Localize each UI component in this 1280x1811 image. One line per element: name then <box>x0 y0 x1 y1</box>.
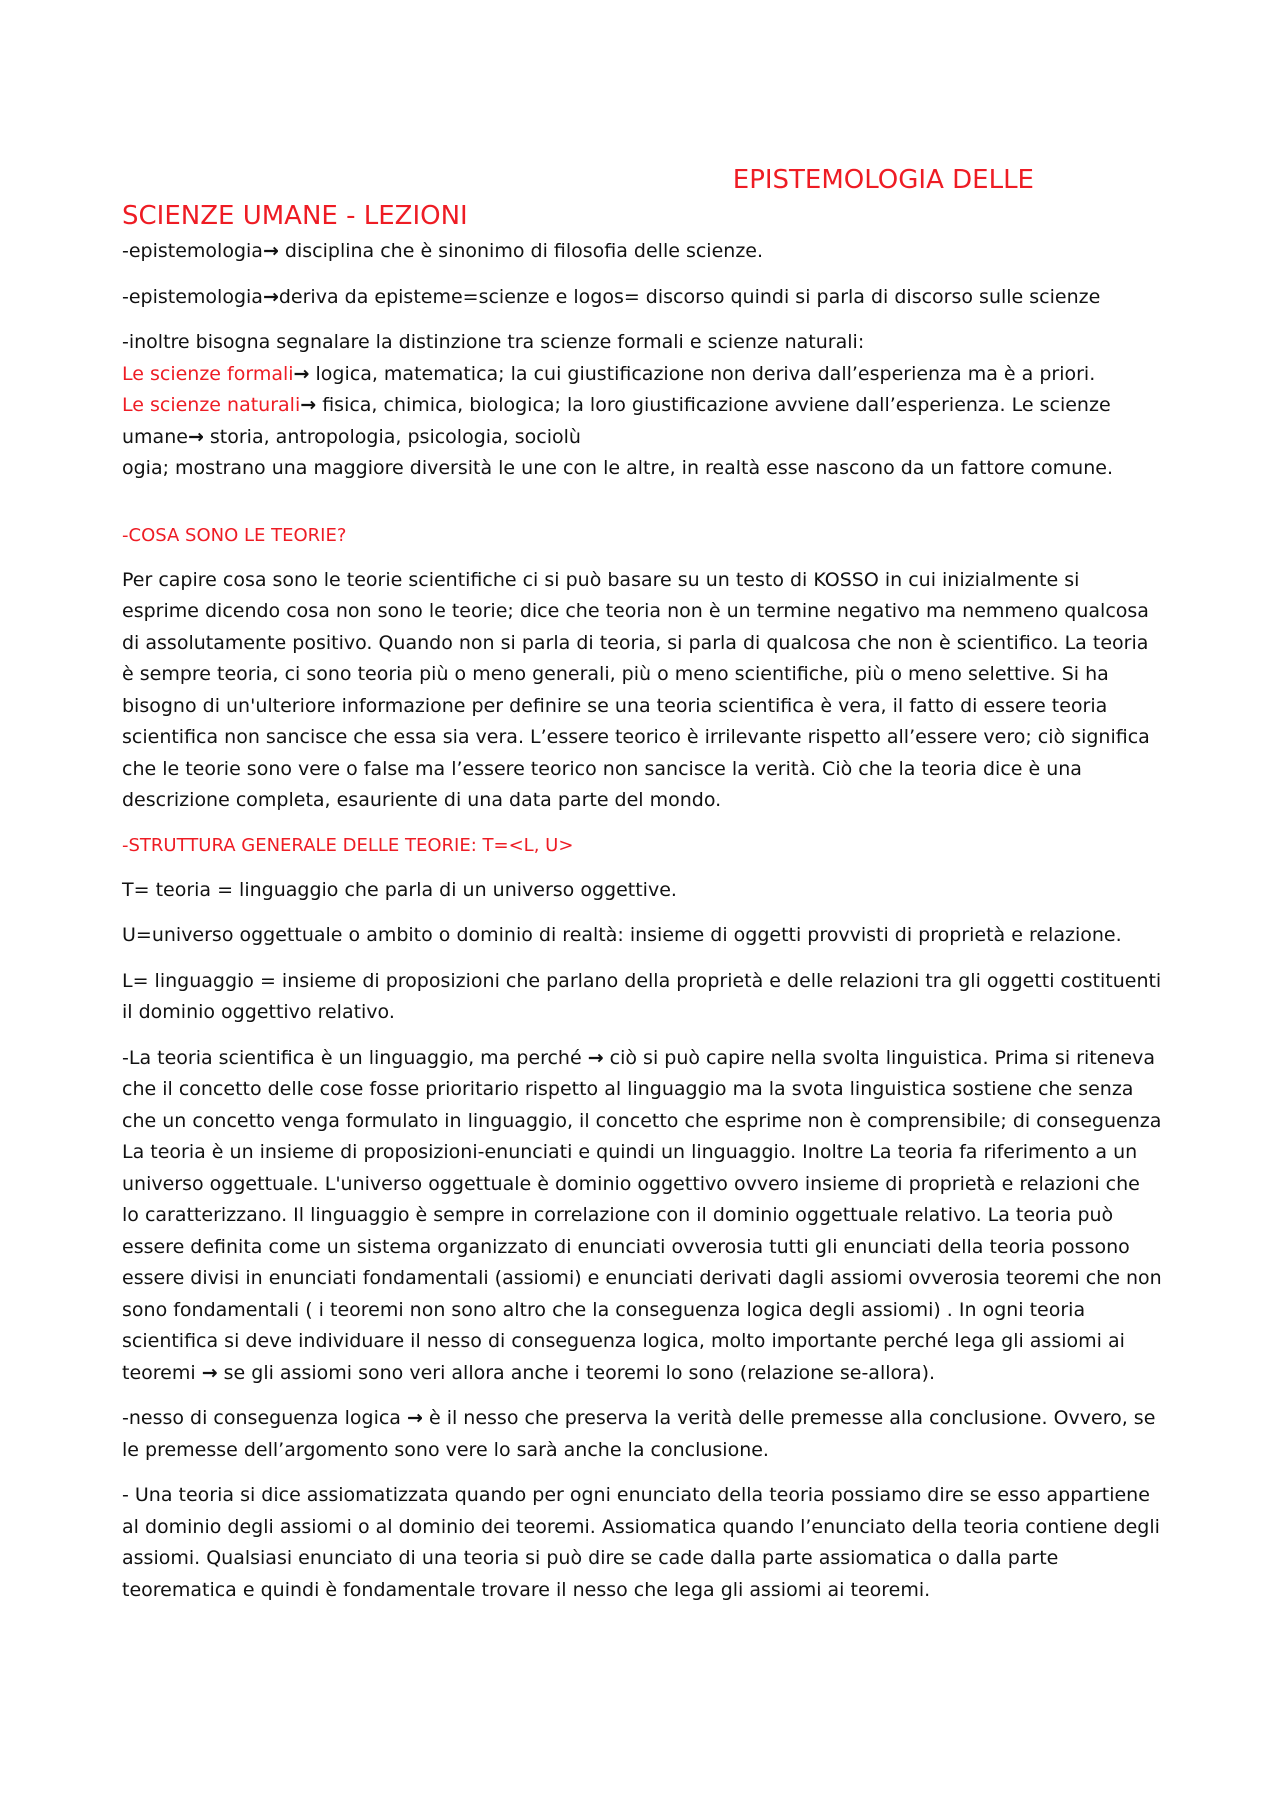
section-heading-teorie: -COSA SONO LE TEORIE? <box>122 524 347 546</box>
definition-t: T= teoria = linguaggio che parla di un universo oggettive. <box>122 878 677 901</box>
arrow-icon: → <box>407 1407 423 1429</box>
intro-paragraph-1 <box>122 236 1162 268</box>
arrow-icon: → <box>201 1361 218 1384</box>
definition-text: disciplina che è sinonimo di filosofia delle scienze. <box>278 240 764 262</box>
label-scienze-naturali: Le scienze naturali <box>122 394 301 416</box>
umane-text: storia, antropologia, psicologia, sociolù <box>203 425 581 448</box>
naturali-text: fisica, chimica, biologica; la loro giustificazione avviene dall’esperienza. Le scienze umane <box>122 394 1111 448</box>
intro-paragraph-2 <box>122 282 1162 314</box>
etymology-text: deriva da episteme=scienze e logos= discorso quindi si parla di discorso sulle scienze <box>278 285 1101 308</box>
section-heading-struttura: -STRUTTURA GENERALE DELLE TEORIE: T=<L, U> <box>122 834 574 856</box>
arrow-icon: → <box>262 285 279 308</box>
arrow-icon: → <box>262 240 279 262</box>
title-line-1: EPISTEMOLOGIA DELLE <box>732 165 1034 195</box>
arrow-icon: → <box>587 1046 604 1069</box>
teorie-paragraph: Per capire cosa sono le teorie scientifiche ci si può basare su un testo di KOSSO in cui inizialmente si esprime dicendo cosa non sono le teorie; dice che teoria non è un termine negativo ma nemmeno qualcosa di assolutamente positivo. Quando non si parla di teoria, si parla di qualcosa che non è scientifico. La teoria è sempre teoria, ci sono teoria più o meno generali, più o meno scientifiche, più o meno selettive. Si ha bisogno di un'ulteriore informazione per definire se una teoria scientifica è vera, il fatto di essere teoria scientifica non sancisce che essa sia vera. L’essere teorico è irrilevante rispetto all’essere vero; ciò significa che le teorie sono vere o false ma l’essere teorico non sancisce la verità. Ciò che la teoria dice è una descrizione completa, esauriente di una data parte del mondo. <box>122 568 1150 811</box>
term-epistemologia: -epistemologia <box>122 240 263 262</box>
text-segment: -La teoria scientifica è un linguaggio, ma perché <box>122 1046 588 1069</box>
linguaggio-paragraph <box>122 1043 1162 1390</box>
arrow-icon: → <box>187 425 204 448</box>
title-line-2: SCIENZE UMANE - LEZIONI <box>122 201 468 231</box>
assiomatizzata-paragraph: - Una teoria si dice assiomatizzata quando per ogni enunciato della teoria possiamo dire se esso appartiene al dominio degli assiomi o al dominio dei teoremi. Assiomatica quando l’enunciato della teoria contiene degli assiomi. Qualsiasi enunciato di una teoria si può dire se cade dalla parte assiomatica o dalla parte teorematica e quindi è fondamentale trovare il nesso che lega gli assiomi ai teoremi. <box>122 1484 1160 1601</box>
arrow-icon: → <box>300 394 317 416</box>
distinction-intro: -inoltre bisogna segnalare la distinzione tra scienze formali e scienze naturali: <box>122 331 865 353</box>
intro-paragraph-3 <box>122 327 1162 485</box>
document-content <box>122 162 1162 1620</box>
umane-continuation: ogia; mostrano una maggiore diversità le une con le altre, in realtà esse nascono da un fattore comune. <box>122 457 1113 479</box>
text-segment: è il nesso che preserva la verità delle premesse alla conclusione. Ovvero, se le premesse dell’argomento sono vere lo sarà anche la conclusione. <box>122 1407 1156 1461</box>
arrow-icon: → <box>293 362 310 385</box>
definition-u: U=universo oggettuale o ambito o dominio di realtà: insieme di oggetti provvisti di proprietà e relazione. <box>122 924 1122 946</box>
formali-text: logica, matematica; la cui giustificazione non deriva dall’esperienza ma è a priori. <box>309 362 1096 385</box>
term-epistemologia: -epistemologia <box>122 285 263 308</box>
label-scienze-formali: Le scienze formali <box>122 362 294 385</box>
text-segment: -nesso di conseguenza logica <box>122 1407 407 1429</box>
text-segment: se gli assiomi sono veri allora anche i teoremi lo sono (relazione se-allora). <box>217 1361 936 1384</box>
text-segment: ciò si può capire nella svolta linguistica. Prima si riteneva che il concetto delle cose fosse prioritario rispetto al linguaggio ma la svota linguistica sostiene che senza che un concetto venga formulato in linguaggio, il concetto che esprime non è comprensibile; di conseguenza La teoria è un insieme di proposizioni-enunciati e quindi un linguaggio. Inoltre La teoria fa riferimento a un universo oggettuale. L'universo oggettuale è dominio oggettivo ovvero insieme di proprietà e relazioni che lo caratterizzano. Il linguaggio è sempre in correlazione con il dominio oggettuale relativo. La teoria può essere definita come un sistema organizzato di enunciati ovverosia tutti gli enunciati della teoria possono essere divisi in enunciati fondamentali (assiomi) e enunciati derivati dagli assiomi ovverosia teoremi che non sono fondamentali ( i teoremi non sono altro che la conseguenza logica degli assiomi) . In ogni teoria scientifica si deve individuare il nesso di conseguenza logica, molto importante perché lega gli assiomi ai teoremi <box>122 1046 1162 1384</box>
definition-l: L= linguaggio = insieme di proposizioni che parlano della proprietà e delle relazioni tra gli oggetti costituenti il dominio oggettivo relativo. <box>122 969 1162 1023</box>
nesso-paragraph <box>122 1403 1162 1466</box>
